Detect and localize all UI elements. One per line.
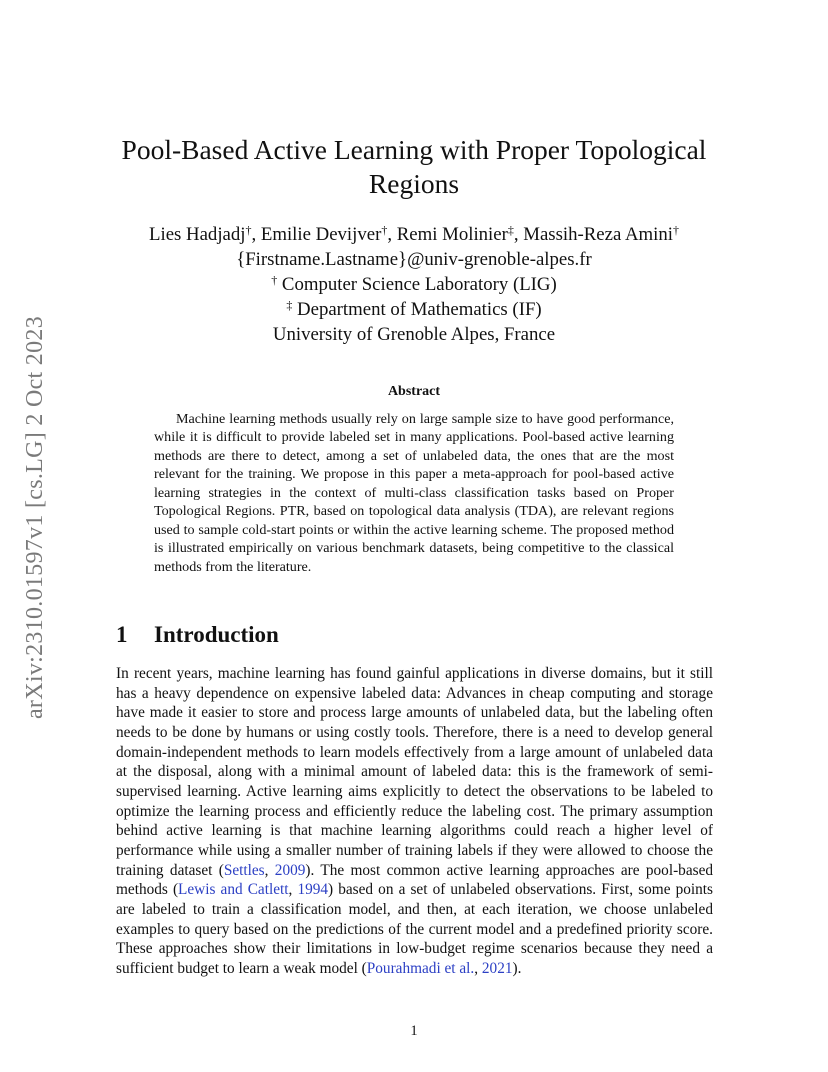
affiliation-mark: ‡ xyxy=(507,223,514,237)
affiliation-mark: † xyxy=(245,223,252,237)
citation-separator: , xyxy=(288,881,298,899)
affiliation-mark: † xyxy=(271,273,278,287)
citation-link-pourahmadi[interactable] xyxy=(367,960,474,977)
paper-title-line-1: Pool-Based Active Learning with Proper Topological xyxy=(121,134,707,165)
citation-separator: , xyxy=(474,959,482,977)
paper-title xyxy=(0,133,828,201)
author-email: {Firstname.Lastname}@univ-grenoble-alpes.fr xyxy=(236,249,592,270)
abstract-heading: Abstract xyxy=(387,384,441,399)
citation-link-settles[interactable] xyxy=(224,862,265,879)
citation-separator: , xyxy=(264,861,275,879)
affiliation-mark: † xyxy=(672,223,679,237)
institution: University of Grenoble Alpes, France xyxy=(272,324,556,345)
affiliation-mark: ‡ xyxy=(286,298,293,312)
page-number: 1 xyxy=(410,1023,418,1039)
citation-year-link-pourahmadi[interactable] xyxy=(482,960,513,977)
citation-link-lewis-catlett[interactable] xyxy=(178,881,288,898)
author-name: Lies Hadjadj xyxy=(149,224,246,245)
intro-text-part-3: ) based on a set of unlabeled observations. First, some points are labeled to train a classification model, and then, at each iteration, we choose unlabeled examples to query based on the predictions of the current model and a predefined priority score. These approaches show their limitations in low-budget regime scenarios because they need a sufficient budget to learn a weak model ( xyxy=(116,881,713,977)
affiliation-mark: † xyxy=(381,223,388,237)
affiliation-1 xyxy=(0,272,828,297)
author-name: Emilie Devijver xyxy=(260,224,382,245)
intro-text-part-1: In recent years, machine learning has found gainful applications in diverse domains, but it still has a heavy dependence on expensive labeled data: Advances in cheap computing and storage have made it easier to store and process large amounts of unlabeled data, but the labeling often needs to be done by humans or using costly tools. Therefore, there is a need to develop general domain-independent methods to learn models effectively from a large amount of unlabeled data at the disposal, along with a minimal amount of labeled data: this is the framework of semi-supervised learning. Active learning aims explicitly to detect the observations to be labeled to optimize the learning process and efficiently reduce the labeling cost. The primary assumption behind active learning is that machine learning algorithms could reach a higher level of performance while using a smaller number of training labels if they were allowed to choose the training dataset ( xyxy=(116,665,713,879)
intro-text-part-2: ). The most common active learning approaches are pool-based methods ( xyxy=(116,861,714,899)
citation-year-link-lewis-catlett[interactable] xyxy=(297,881,328,898)
section-title: Introduction xyxy=(154,622,279,647)
arxiv-identifier-stamp xyxy=(22,292,50,742)
citation-year: 2009 xyxy=(274,861,306,879)
author-name: Massih-Reza Amini xyxy=(523,224,673,245)
citation-year-link-settles[interactable] xyxy=(275,862,306,879)
intro-text-part-4: ). xyxy=(512,959,522,977)
affiliation-2-text: Department of Mathematics (IF) xyxy=(297,299,542,320)
author-block xyxy=(0,222,828,347)
citation-name: Pourahmadi et al. xyxy=(366,959,475,977)
affiliation-1-text: Computer Science Laboratory (LIG) xyxy=(281,274,557,295)
author-list: Lies Hadjadj†, Emilie Devijver†, Remi Molinier‡, Massih-Reza Amini† xyxy=(149,223,679,245)
abstract-text: Machine learning methods usually rely on large sample size to have good performance, while it is difficult to provide labeled set in many applications. Pool-based active learning methods are there to detect, among a set of unlabeled data, the ones that are the most relevant for the training. We propose in this paper a meta-approach for pool-based active learning strategies in the context of multi-class classification tasks based on Proper Topological Regions. PTR, based on topological data analysis (TDA), are relevant regions used to sample cold-start points or within the active learning scheme. The proposed method is illustrated empirically on various benchmark datasets, being competitive to the classical methods from the literature. xyxy=(154,411,674,575)
paper-title-line-2: Regions xyxy=(368,168,460,199)
citation-name: Settles xyxy=(223,861,265,879)
section-heading-introduction xyxy=(116,622,279,648)
author-name: Remi Molinier xyxy=(396,224,508,245)
citation-year: 2021 xyxy=(481,959,513,977)
citation-name: Lewis and Catlett xyxy=(178,881,289,899)
citation-year: 1994 xyxy=(297,881,329,899)
arxiv-identifier-text: arXiv:2310.01597v1 [cs.LG] 2 Oct 2023 xyxy=(22,315,49,719)
introduction-paragraph xyxy=(116,664,713,979)
affiliation-2 xyxy=(0,297,828,322)
section-number: 1 xyxy=(116,622,128,647)
